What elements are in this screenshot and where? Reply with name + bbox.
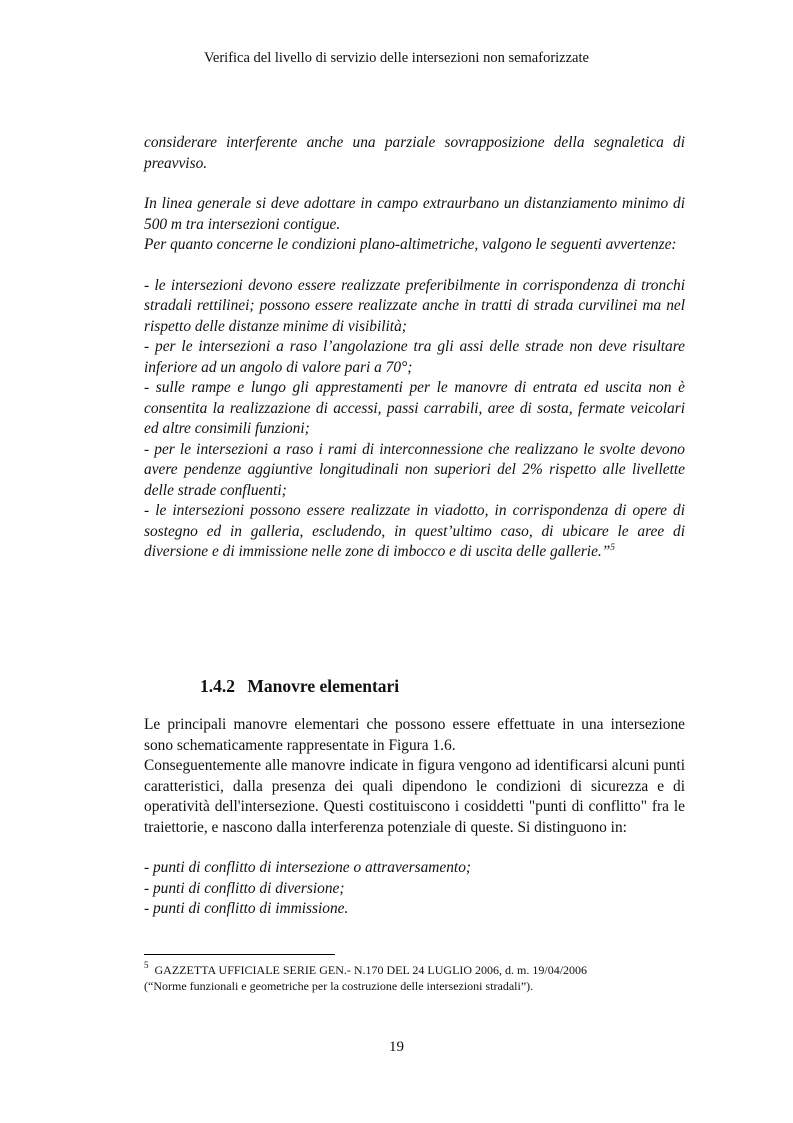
- section-body: [144, 715, 685, 920]
- footnote: [144, 962, 685, 994]
- body-paragraph-2: Conseguentemente alle manovre indicate in figura vengono ad identificarsi alcuni punti caratteristici, dalla presenza dei quali dipendono le condizioni di sicurezza e di operatività dell'intersezione. Questi costituiscono i cosiddetti "punti di conflitto" fra le traiettorie, e nascono dalla interferenza potenziale di queste. Si distinguono in:: [144, 757, 685, 836]
- footnote-divider: [144, 954, 335, 955]
- quote-item-5-text: - le intersezioni possono essere realizzate in viadotto, in corrispondenza di opere di sostegno ed in galleria, escludendo, in quest’ultimo caso, di ubicare le aree di diversione e di immissione nelle zone di imbocco e di uscita delle gallerie.”: [144, 502, 685, 560]
- list-item: - punti di conflitto di diversione;: [144, 879, 345, 897]
- section-title: Manovre elementari: [247, 676, 400, 696]
- footnote-text-2: (“Norme funzionali e geometriche per la costruzione delle intersezioni stradali”).: [144, 979, 534, 993]
- quote-item-2: - per le intersezioni a raso l’angolazione tra gli assi delle strade non deve risultare inferiore ad un angolo di valore pari a 70°;: [144, 338, 685, 376]
- section-heading: [200, 676, 399, 697]
- quote-block: [144, 133, 685, 563]
- list-item: - punti di conflitto di intersezione o attraversamento;: [144, 859, 472, 876]
- quote-item-4: - per le intersezioni a raso i rami di interconnessione che realizzano le svolte devono avere pendenze aggiuntive longitudinali non superiori del 2% rispetto alle livellette delle strade confluenti;: [144, 440, 685, 499]
- section-number: 1.4.2: [200, 676, 235, 696]
- footnote-line-1: [144, 962, 685, 978]
- running-header: Verifica del livello di servizio delle intersezioni non semaforizzate: [204, 50, 589, 66]
- conflict-points-list: [144, 858, 685, 920]
- quote-paragraph-1: considerare interferente anche una parziale sovrapposizione della segnaletica di preavviso.: [144, 134, 685, 172]
- page-number: 19: [389, 1039, 404, 1055]
- body-paragraph-1: Le principali manovre elementari che possono essere effettuate in una intersezione sono schematicamente rappresentate in Figura 1.6.: [144, 716, 685, 754]
- quote-item-1: - le intersezioni devono essere realizzate preferibilmente in corrispondenza di tronchi stradali rettilinei; possono essere realizzate anche in tratti di strada curvilinei ma nel rispetto delle distanze minime di visibilità;: [144, 276, 685, 335]
- footnote-marker: 5: [144, 960, 149, 970]
- list-item: - punti di conflitto di immissione.: [144, 900, 349, 917]
- quote-item-5: [144, 501, 685, 563]
- footnote-reference: 5: [610, 542, 615, 552]
- quote-item-3: - sulle rampe e lungo gli apprestamenti per le manovre di entrata ed uscita non è consentita la realizzazione di accessi, passi carrabili, aree di sosta, fermate veicolari ed altre consimili funzioni;: [144, 379, 685, 437]
- footnote-text-1: GAZZETTA UFFICIALE SERIE GEN.- N.170 DEL 24 LUGLIO 2006, d. m. 19/04/2006: [154, 963, 588, 977]
- quote-paragraph-2: In linea generale si deve adottare in campo extraurbano un distanziamento minimo di 500 m tra intersezioni contigue.: [144, 195, 685, 233]
- quote-paragraph-3: Per quanto concerne le condizioni plano-altimetriche, valgono le seguenti avvertenze:: [144, 236, 677, 253]
